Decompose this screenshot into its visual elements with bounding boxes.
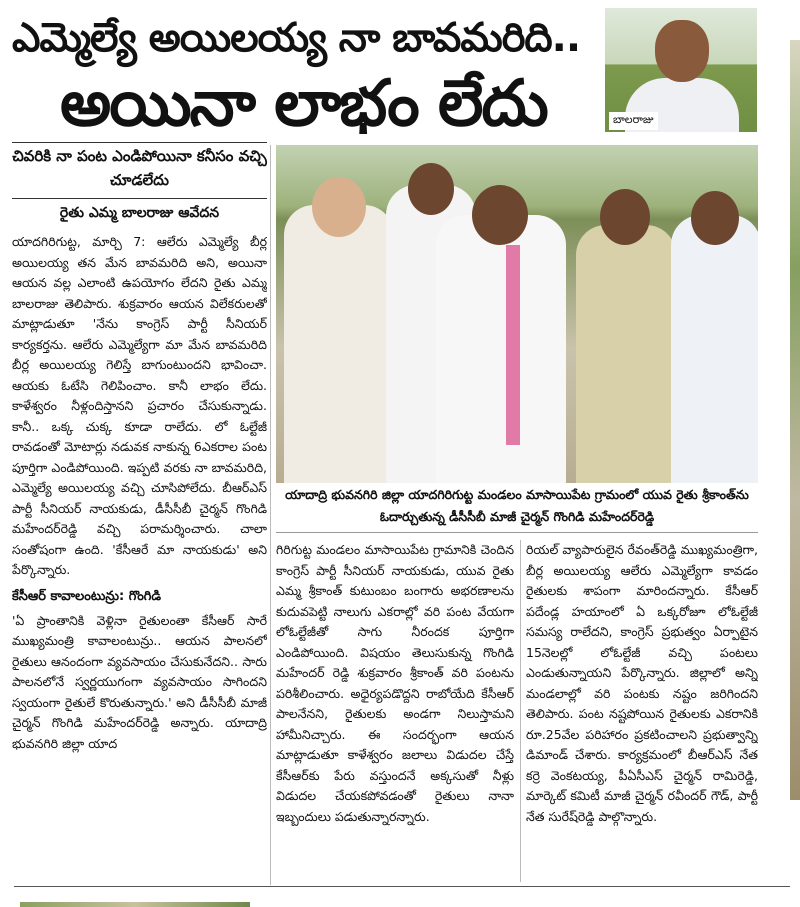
photo-caption: యాదాద్రి భువనగిరి జిల్లా యాదగిరిగుట్ట మండలం మాసాయిపేట గ్రామంలో యువ రైతు శ్రీకాంత్‌ను ఓదార్చుతున్న డీసీసీబీ మాజీ చైర్మన్ గొంగిడి మహేందర్‌రెడ్డి (285, 487, 749, 524)
article-column-1 (12, 232, 267, 882)
portrait-name-label: బాలరాజు (609, 112, 658, 130)
adjacent-article-edge (790, 40, 800, 800)
deck-rule (12, 198, 267, 199)
bottom-rule (14, 886, 790, 887)
caption-rule (276, 532, 758, 533)
photo-figure-elder (284, 205, 394, 483)
portrait-face (655, 20, 709, 82)
photo-figure-leader (436, 215, 566, 483)
next-article-edge (20, 902, 250, 907)
column-divider (270, 145, 271, 885)
column-divider-2 (520, 540, 521, 882)
column1-paragraph: యాదగిరిగుట్ట, మార్చి 7: ఆలేరు ఎమ్మెల్యే బీర్ల అయిలయ్య తన మేన బావమరిది అని, అయినా ఆయన వల్ల ఎలాంటి ఉపయోగం లేదని రైతు ఎమ్మ బాలరాజు తెలిపారు. శుక్రవారం ఆయన విలేకరులతో మాట్లాడుతూ 'నేను కాంగ్రెస్ పార్టీ సీనియర్ కార్యకర్తను. ఆలేరు ఎమ్మెల్యేగా మా మేన బావమరిది బీర్ల అయిలయ్య గెలిస్తే బాగుంటుందని భావించా. ఆయకు ఓటేసి గెలిపించాం. కానీ లాభం లేదు. కాళేశ్వరం నీళ్లందిస్తానని ప్రచారం చేసుకున్నాడు. కానీ.. ఒక్క చుక్క కూడా రాలేదు. లో ఓల్టేజీ రావడంతో మోటార్లు నడువక నాకున్న 6ఎకరాల పంట పూర్తిగా ఎండిపోయింది. ఇప్పటి వరకు నా బావమరిది, ఎమ్మెల్యే అయిలయ్య వచ్చి చూసిపోలేదు. బీఆర్ఎస్ పార్టీ సీనియర్ నాయకుడు, డీసీసీబీ చైర్మన్ గొంగిడి మహేందర్‌రెడ్డి వచ్చి పరామర్శించారు. చాలా సంతోషంగా ఉంది. 'కేసీఆరే మా నాయకుడు' అని పేర్కొన్నారు. (12, 234, 267, 577)
photo-figure-right (671, 215, 758, 483)
side-heading: కేసీఆర్ కావాలంటున్రు: గొంగిడి (12, 588, 161, 604)
article-column-2: గిరిగుట్ట మండలం మాసాయిపేట గ్రామానికి చెందిన కాంగ్రెస్ పార్టీ సీనియర్ నాయకుడు, యువ రైతు ఎమ్మ శ్రీకాంత్ కుటుంబం బంగారు అభరణాలను కుదువపెట్టి నాలుగు ఎకరాల్లో వరి పంట వేయగా లోఓల్టేజీతో సాగు నీరందక పూర్తిగా ఎండిపోయింది. విషయం తెలుసుకున్న గొంగిడి మహేందర్ రెడ్డి శుక్రవారం శ్రీకాంత్ వరి పంటను పరిశీలించారు. అధైర్యపడొద్దని రాబోయేది కేసీఆర్ పాలనేనని, రైతులకు అండగా నిలుస్తామని హామీనిచ్చారు. ఈ సందర్భంగా ఆయన మాట్లాడుతూ కాళేశ్వరం జలాలు విడుదల చేస్తే కేసీఆర్‌కు పేరు వస్తుందనే అక్కసుతో నీళ్లు విడుదల చేయకపోవడంతో రైతులు నానా ఇబ్బందులు పడుతున్నారన్నారు. (276, 542, 514, 824)
byline-subhead: రైతు ఎమ్మ బాలరాజు ఆవేదన (59, 205, 220, 221)
deck-subhead: చివరికి నా పంట ఎండిపోయినా కనీసం వచ్చి చూడలేదు (12, 147, 267, 189)
headline-line2: అయినా లాభం లేదు (60, 67, 547, 141)
headline-line1: ఎమ్మెల్యే అయిలయ్య నా బావమరిది.. (12, 15, 581, 61)
inset-portrait-photo (605, 8, 757, 132)
article-photo (276, 145, 758, 483)
photo-figure-youth (576, 225, 676, 483)
article-column-3: రియల్ వ్యాపారులైన రేవంత్‌రెడ్డి ముఖ్యమంత్రిగా, బీర్ల అయిలయ్య ఆలేరు ఎమ్మెల్యేగా కావడం రైతులకు శాపంగా మారిందన్నారు. కేసీఆర్ పదేండ్ల హయాంలో ఏ ఒక్కరోజూ లోఓల్టేజీ సమస్య రాలేదని, కాంగ్రెస్ ప్రభుత్వం ఏర్పాటైన 15నెలల్లో లోఓల్టేజీ వచ్చి పంటలు ఎండుతున్నాయని పేర్కొన్నారు. జిల్లాలో అన్ని మండలాల్లో వరి పంటకు నష్టం జరిగిందని తెలిపారు. పంట నష్టపోయిన రైతులకు ఎకరానికి రూ.25వేల పరిహారం ప్రకటించాలని ప్రభుత్వాన్ని డిమాండ్ చేశారు. కార్యక్రమంలో బీఆర్ఎస్ నేత కర్రె వెంకటయ్య, పీఏసీఎస్ చైర్మన్ రామిరెడ్డి, మార్కెట్ కమిటీ మాజీ చైర్మన్ రవీందర్ గౌడ్, పార్టీ నేత సురేష్‌రెడ్డి పాల్గొన్నారు. (526, 542, 758, 824)
column1-paragraph-2: 'ఏ ప్రాంతానికి వెళ్లినా రైతులంతా కేసీఆర్ సారే ముఖ్యమంత్రి కావాలంటున్రు.. ఆయన పాలనలో రైతులు ఆనందంగా వ్యవసాయం చేసుకునేదని.. సారు పాలనలోనే స్వర్ణయుగంగా వ్యవసాయం సాగిందని స్వయంగా రైతులే కొరుతున్నారు.' అని డీసీసీబీ మాజీ చైర్మన్ గొంగిడి మహేందర్‌రెడ్డి అన్నారు. యాదాద్రి భువనగిరి జిల్లా యాద (12, 612, 267, 751)
top-rule (12, 142, 267, 143)
